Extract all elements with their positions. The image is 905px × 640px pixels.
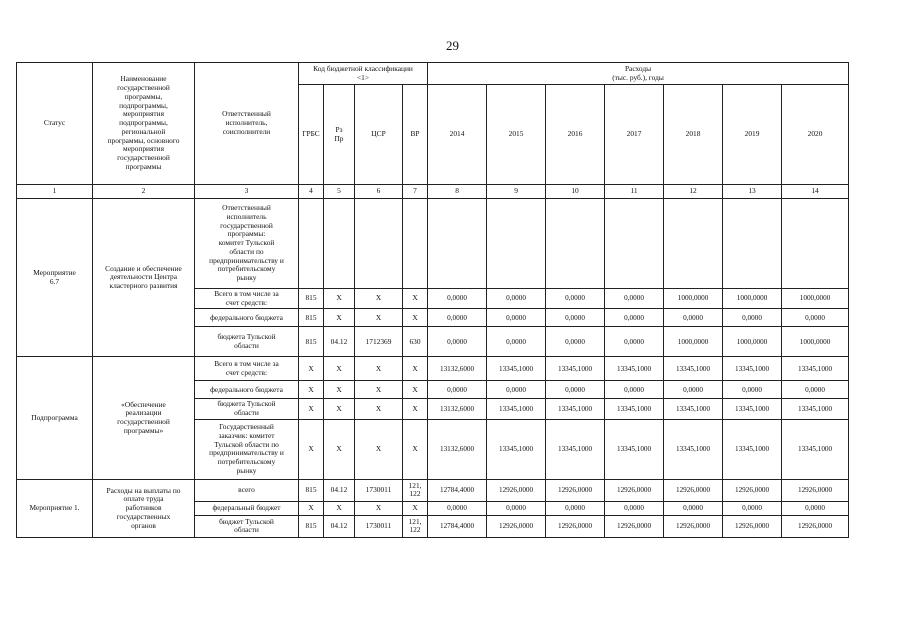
grbs-cell: 815: [299, 479, 324, 501]
amount-cell: 13345,1000: [546, 419, 605, 479]
block1-responsible: Ответственный исполнитель государственной программы: комитет Тульской области по предпринимательству и потребительскому рынку: [195, 199, 299, 289]
amount-cell: 1000,0000: [664, 289, 723, 309]
column-index: 6: [355, 185, 403, 199]
block2-status: Подпрограмма: [17, 357, 93, 479]
header-budget-code: Код бюджетной классификации <1>: [299, 63, 428, 85]
vr-cell: 121, 122: [403, 479, 428, 501]
csr-cell: X: [355, 357, 403, 381]
rzpr-cell: X: [324, 357, 355, 381]
amount-cell: 1000,0000: [723, 289, 782, 309]
amount-cell: 0,0000: [487, 289, 546, 309]
row-label: всего: [195, 479, 299, 501]
amount-cell: 13132,6000: [428, 357, 487, 381]
amount-cell: 0,0000: [487, 327, 546, 357]
header-status: Статус: [17, 63, 93, 185]
amount-cell: 1000,0000: [782, 327, 849, 357]
header-expenses: Расходы (тыс. руб.), годы: [428, 63, 849, 85]
vr-cell: X: [403, 357, 428, 381]
header-csr: ЦСР: [355, 85, 403, 185]
amount-cell: 13345,1000: [546, 357, 605, 381]
row-label: Всего в том числе за счет средств:: [195, 357, 299, 381]
rzpr-cell: X: [324, 381, 355, 399]
grbs-cell: 815: [299, 515, 324, 537]
amount-cell: 1000,0000: [723, 327, 782, 357]
amount-cell: 13345,1000: [782, 357, 849, 381]
amount-cell: 12926,0000: [546, 479, 605, 501]
column-index: 9: [487, 185, 546, 199]
header-year: 2019: [723, 85, 782, 185]
amount-cell: 13345,1000: [782, 419, 849, 479]
row-label: федерального бюджета: [195, 381, 299, 399]
amount-cell: 0,0000: [428, 327, 487, 357]
amount-cell: 0,0000: [487, 381, 546, 399]
grbs-cell: 815: [299, 327, 324, 357]
amount-cell: 13345,1000: [605, 419, 664, 479]
block2-name: «Обеспечение реализации государственной программы»: [93, 357, 195, 479]
column-index: 12: [664, 185, 723, 199]
table-row: [17, 357, 849, 381]
column-index: 8: [428, 185, 487, 199]
csr-cell: X: [355, 501, 403, 515]
grbs-cell: X: [299, 399, 324, 419]
row-label: бюджета Тульской области: [195, 327, 299, 357]
csr-cell: 1730011: [355, 515, 403, 537]
amount-cell: 12926,0000: [487, 515, 546, 537]
column-index: 7: [403, 185, 428, 199]
amount-cell: 12784,4000: [428, 479, 487, 501]
vr-cell: 121, 122: [403, 515, 428, 537]
row-label: бюджета Тульской области: [195, 399, 299, 419]
vr-cell: 630: [403, 327, 428, 357]
amount-cell: 12926,0000: [723, 479, 782, 501]
amount-cell: 0,0000: [605, 381, 664, 399]
amount-cell: 13345,1000: [487, 399, 546, 419]
amount-cell: 12926,0000: [546, 515, 605, 537]
amount-cell: 0,0000: [428, 309, 487, 327]
page-number: 29: [446, 38, 459, 53]
header-year: 2014: [428, 85, 487, 185]
amount-cell: 0,0000: [546, 327, 605, 357]
grbs-cell: 815: [299, 309, 324, 327]
rzpr-cell: 04.12: [324, 327, 355, 357]
amount-cell: 12926,0000: [605, 515, 664, 537]
header-year: 2020: [782, 85, 849, 185]
block1-status: Мероприятие 6.7: [17, 199, 93, 357]
column-index-row: [17, 185, 849, 199]
rzpr-cell: X: [324, 309, 355, 327]
amount-cell: 13132,6000: [428, 419, 487, 479]
rzpr-cell: X: [324, 289, 355, 309]
csr-cell: X: [355, 381, 403, 399]
amount-cell: 13345,1000: [664, 357, 723, 381]
csr-cell: X: [355, 289, 403, 309]
grbs-cell: X: [299, 381, 324, 399]
vr-cell: X: [403, 381, 428, 399]
vr-cell: X: [403, 399, 428, 419]
amount-cell: 0,0000: [605, 309, 664, 327]
vr-cell: X: [403, 309, 428, 327]
amount-cell: 0,0000: [723, 381, 782, 399]
amount-cell: 0,0000: [664, 309, 723, 327]
amount-cell: 12926,0000: [605, 479, 664, 501]
column-index: 10: [546, 185, 605, 199]
rzpr-cell: 04.12: [324, 515, 355, 537]
block1-name: Создание и обеспечение деятельности Центра кластерного развития: [93, 199, 195, 357]
grbs-cell: X: [299, 419, 324, 479]
column-index: 11: [605, 185, 664, 199]
amount-cell: 0,0000: [664, 381, 723, 399]
table-row: [17, 199, 849, 289]
amount-cell: 12926,0000: [664, 515, 723, 537]
grbs-cell: X: [299, 501, 324, 515]
amount-cell: 1000,0000: [782, 289, 849, 309]
column-index: 4: [299, 185, 324, 199]
header-year: 2016: [546, 85, 605, 185]
amount-cell: 0,0000: [546, 381, 605, 399]
header-rzpr: Рз Пр: [324, 85, 355, 185]
amount-cell: 1000,0000: [664, 327, 723, 357]
amount-cell: 13345,1000: [782, 399, 849, 419]
grbs-cell: 815: [299, 289, 324, 309]
amount-cell: 0,0000: [605, 327, 664, 357]
amount-cell: 13345,1000: [487, 357, 546, 381]
amount-cell: 0,0000: [723, 309, 782, 327]
amount-cell: 0,0000: [782, 381, 849, 399]
amount-cell: 13345,1000: [546, 399, 605, 419]
column-index: 2: [93, 185, 195, 199]
header-year: 2015: [487, 85, 546, 185]
row-label: Всего в том числе за счет средств:: [195, 289, 299, 309]
csr-cell: 1730011: [355, 479, 403, 501]
amount-cell: 12926,0000: [723, 515, 782, 537]
header-year: 2018: [664, 85, 723, 185]
budget-table: [16, 62, 849, 538]
row-label: федерального бюджета: [195, 309, 299, 327]
amount-cell: 12784,4000: [428, 515, 487, 537]
rzpr-cell: X: [324, 501, 355, 515]
rzpr-cell: X: [324, 419, 355, 479]
rzpr-cell: 04.12: [324, 479, 355, 501]
csr-cell: X: [355, 419, 403, 479]
amount-cell: 12926,0000: [487, 479, 546, 501]
csr-cell: X: [355, 309, 403, 327]
amount-cell: 0,0000: [428, 289, 487, 309]
amount-cell: 0,0000: [605, 289, 664, 309]
amount-cell: 0,0000: [428, 381, 487, 399]
header-grbs: ГРБС: [299, 85, 324, 185]
amount-cell: 0,0000: [546, 309, 605, 327]
grbs-cell: X: [299, 357, 324, 381]
column-index: 5: [324, 185, 355, 199]
vr-cell: X: [403, 501, 428, 515]
block3-status: Мероприятие 1.: [17, 479, 93, 537]
amount-cell: 13345,1000: [723, 357, 782, 381]
amount-cell: 0,0000: [546, 289, 605, 309]
csr-cell: 1712369: [355, 327, 403, 357]
column-index: 14: [782, 185, 849, 199]
table-row: [17, 479, 849, 501]
amount-cell: 13345,1000: [605, 357, 664, 381]
row-label: бюджет Тульской области: [195, 515, 299, 537]
vr-cell: X: [403, 419, 428, 479]
amount-cell: 13132,6000: [428, 399, 487, 419]
amount-cell: 12926,0000: [782, 479, 849, 501]
amount-cell: 0,0000: [664, 501, 723, 515]
row-label: Государственный заказчик: комитет Тульской области по предпринимательству и потребительскому рынку: [195, 419, 299, 479]
column-index: 13: [723, 185, 782, 199]
row-label: федеральный бюджет: [195, 501, 299, 515]
amount-cell: 0,0000: [546, 501, 605, 515]
column-index: 1: [17, 185, 93, 199]
amount-cell: 13345,1000: [487, 419, 546, 479]
header-vr: ВР: [403, 85, 428, 185]
amount-cell: 13345,1000: [723, 419, 782, 479]
vr-cell: X: [403, 289, 428, 309]
amount-cell: 12926,0000: [664, 479, 723, 501]
amount-cell: 0,0000: [723, 501, 782, 515]
amount-cell: 0,0000: [487, 501, 546, 515]
header-year: 2017: [605, 85, 664, 185]
amount-cell: 0,0000: [605, 501, 664, 515]
block3-name: Расходы на выплаты по оплате труда работников государственных органов: [93, 479, 195, 537]
amount-cell: 13345,1000: [605, 399, 664, 419]
header-responsible: Ответственный исполнитель, соисполнители: [195, 63, 299, 185]
rzpr-cell: X: [324, 399, 355, 419]
header-name: Наименование государственной программы, подпрограммы, мероприятия подпрограммы, региональной программы, основного мероприятия государственной программы: [93, 63, 195, 185]
csr-cell: X: [355, 399, 403, 419]
amount-cell: 13345,1000: [723, 399, 782, 419]
amount-cell: 0,0000: [487, 309, 546, 327]
amount-cell: 0,0000: [782, 309, 849, 327]
amount-cell: 0,0000: [428, 501, 487, 515]
amount-cell: 13345,1000: [664, 399, 723, 419]
amount-cell: 13345,1000: [664, 419, 723, 479]
column-index: 3: [195, 185, 299, 199]
amount-cell: 12926,0000: [782, 515, 849, 537]
amount-cell: 0,0000: [782, 501, 849, 515]
